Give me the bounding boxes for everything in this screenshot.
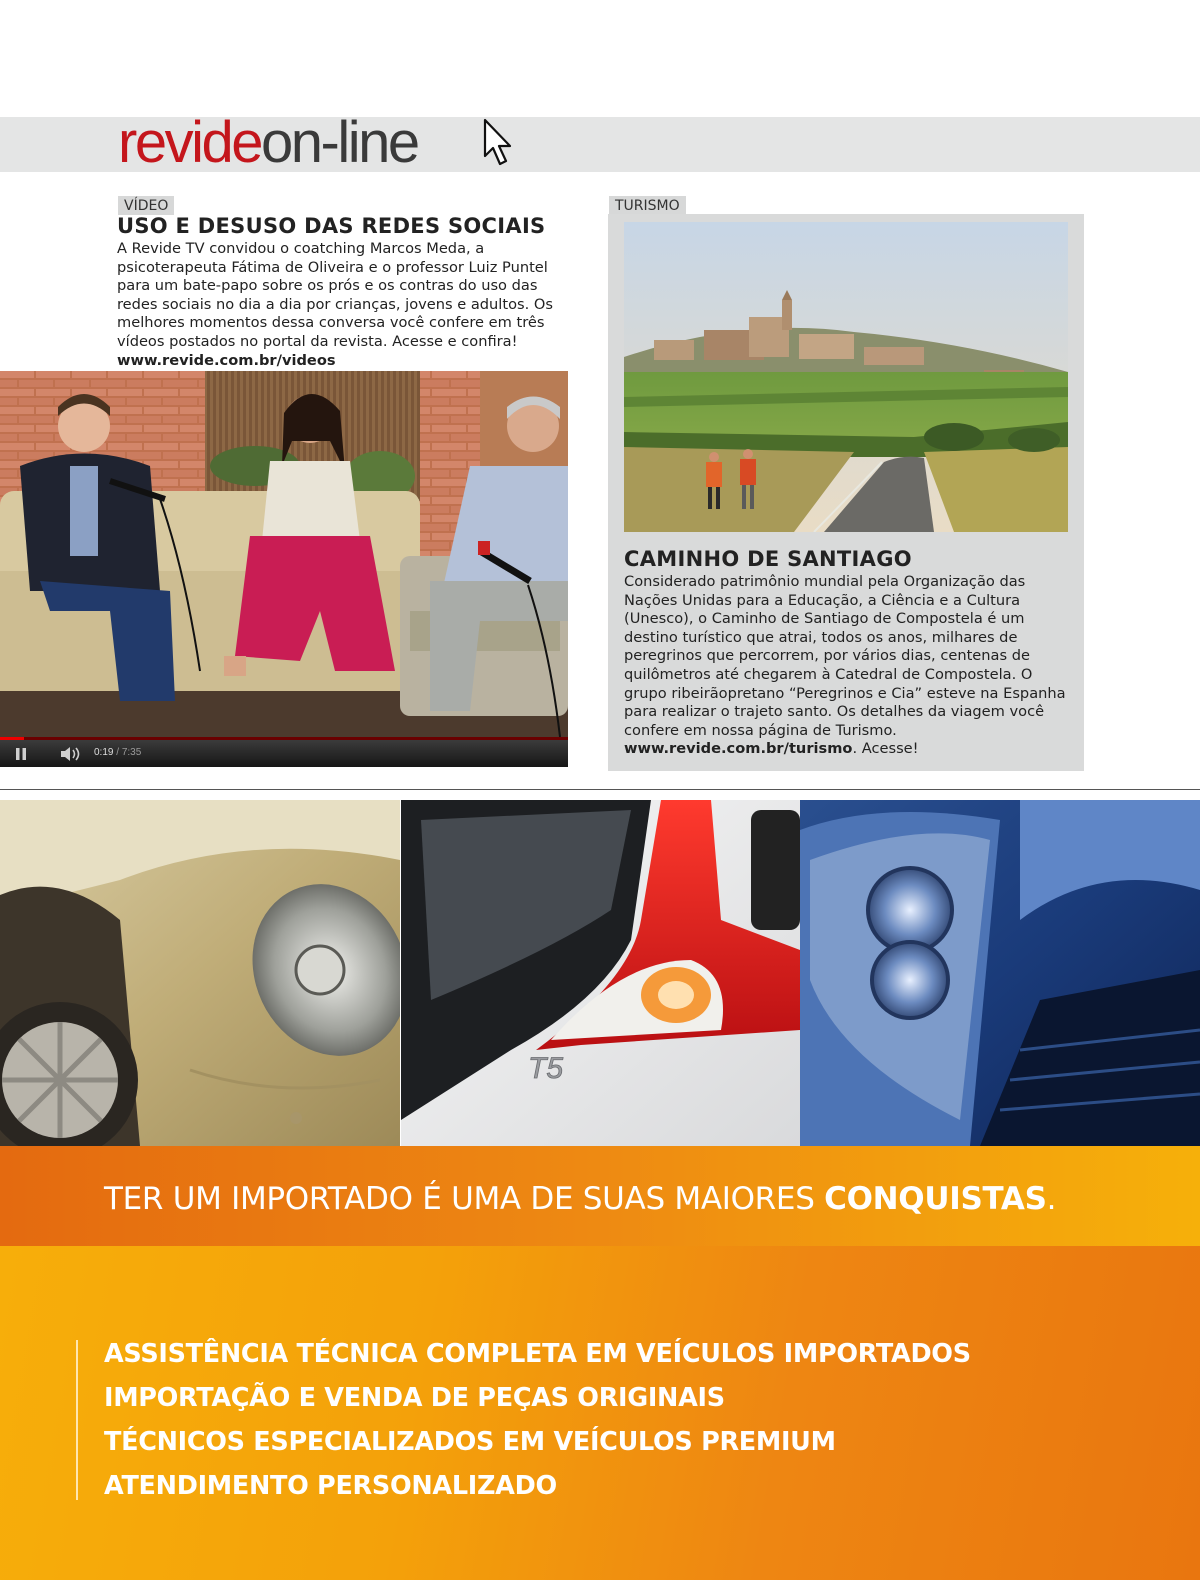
ad-vertical-rule <box>76 1340 78 1500</box>
ad-feature-item: ASSISTÊNCIA TÉCNICA COMPLETA EM VEÍCULOS IMPORTADOS <box>104 1339 971 1369</box>
car-photo-blue-headlight <box>800 800 1200 1146</box>
ad-feature-item: ATENDIMENTO PERSONALIZADO <box>104 1471 557 1501</box>
pause-icon[interactable] <box>14 747 28 761</box>
video-current-time: 0:19 <box>94 747 114 758</box>
car-photo-red-taillight <box>401 800 800 1146</box>
video-frame-interview <box>0 371 568 737</box>
tourism-article-link[interactable]: www.revide.com.br/turismo <box>624 740 853 758</box>
car-badge-text: T5 <box>528 1052 564 1085</box>
section-divider <box>0 789 1200 790</box>
car-photo-gold-headlight <box>0 800 400 1146</box>
tourism-article-body <box>624 573 1079 759</box>
video-article-title: USO E DESUSO DAS REDES SOCIAIS <box>117 214 546 238</box>
video-time-readout <box>94 747 141 758</box>
video-player[interactable] <box>0 371 568 767</box>
ad-slogan-bold: CONQUISTAS <box>824 1181 1047 1217</box>
volume-icon[interactable] <box>60 746 82 762</box>
section-tag-video: VÍDEO <box>118 196 174 215</box>
ad-features-panel <box>0 1246 1200 1580</box>
ad-slogan-end: . <box>1046 1181 1057 1217</box>
video-time-separator: / <box>113 747 122 758</box>
video-article-text: A Revide TV convidou o coatching Marcos Meda, a psicoterapeuta Fátima de Oliveira e o professor Luiz Puntel para um bate-papo sobre os prós e os contras do uso das redes sociais no dia a dia por crianças, jovens e adultos. Os melhores momentos dessa conversa você confere em três vídeos postados no portal da revista. Acesse e confira! <box>117 240 553 350</box>
section-tag-tourism: TURISMO <box>609 196 686 215</box>
tourism-article-link-suffix: . Acesse! <box>852 740 919 758</box>
ad-slogan-text: TER UM IMPORTADO É UMA DE SUAS MAIORES <box>104 1181 825 1217</box>
logo-revide-text: revide <box>118 110 261 175</box>
tourism-article-text: Considerado patrimônio mundial pela Organização das Nações Unidas para a Educação, a Ciência e a Cultura (Unesco), o Caminho de Santiago de Compostela é um destino turístico que atrai, todos os anos, milhares de peregrinos que percorrem, por vários dias, centenas de quilômetros até chegarem à Catedral de Compostela. O grupo ribeirãopretano “Peregrinos e Cia” esteve na Espanha para realizar o trajeto santo. Os detalhes da viagem você confere em nossa página de Turismo. <box>624 573 1066 739</box>
logo-online-text: on-line <box>260 110 418 175</box>
revide-online-logo <box>118 110 418 175</box>
mouse-cursor-icon <box>483 118 517 170</box>
video-progress-bar[interactable] <box>0 737 24 740</box>
ad-slogan <box>104 1181 1056 1217</box>
tourism-article-title: CAMINHO DE SANTIAGO <box>624 547 912 571</box>
video-article-link[interactable]: www.revide.com.br/videos <box>117 351 336 369</box>
video-controls-bar <box>0 737 568 767</box>
video-duration: 7:35 <box>121 747 142 758</box>
ad-feature-item: IMPORTAÇÃO E VENDA DE PEÇAS ORIGINAIS <box>104 1383 725 1413</box>
ad-feature-item: TÉCNICOS ESPECIALIZADOS EM VEÍCULOS PREMIUM <box>104 1427 836 1457</box>
video-article-body <box>117 240 567 370</box>
tourism-photo-santiago <box>624 222 1068 532</box>
